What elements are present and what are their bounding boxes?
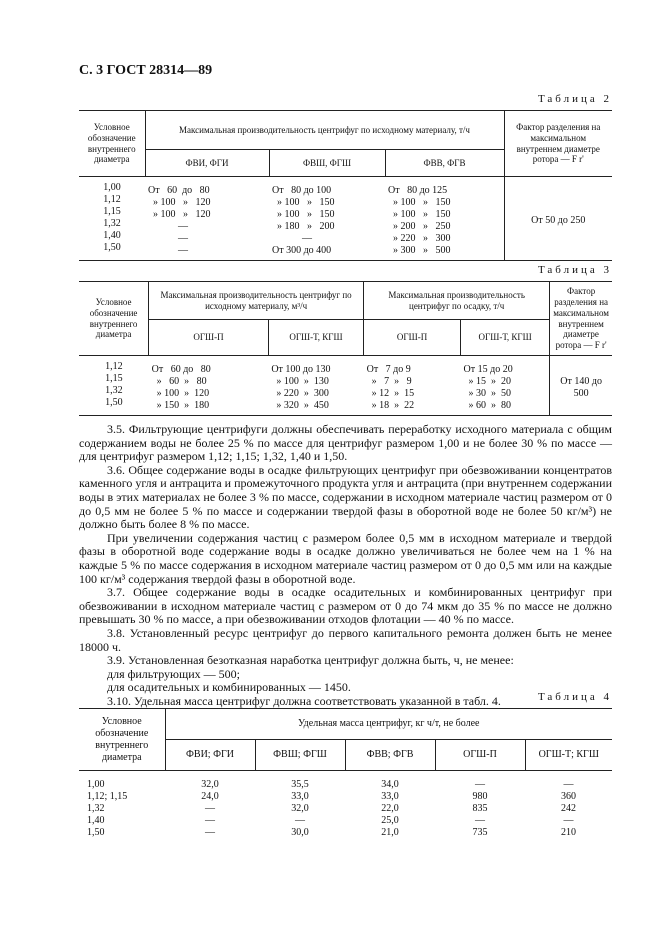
t2-col-capacity: Максимальная производительность центрифуг по исходному материалу, т/ч: [145, 111, 504, 150]
para-3-9-b: для осадительных и комбинированных — 1450.: [107, 680, 351, 695]
t2-fvsh-col: От 80 до 100 » 100 » 150 » 100 » 150 » 180 » 200 — От 300 до 400: [272, 185, 335, 256]
t3-sub-1: ОГШ-П: [149, 320, 269, 356]
t2-factor-value: От 50 до 250: [504, 177, 612, 261]
t3-col-designation: Условное обозначение внутреннего диаметра: [79, 282, 149, 356]
t2-fvi-col: От 60 до 80 » 100 » 120 » 100 » 120 — — —: [148, 185, 211, 256]
t4-sub-4: ОГШ-П: [435, 740, 525, 771]
t2-col-factor: Фактор разделения на максимальном внутреннем диаметре ротора — F r': [504, 111, 612, 177]
para-3-6: 3.6. Общее содержание воды в осадке фильтрующих центрифуг при обезвоживании концентратов каменного угля и антрацита и промежуточного продукта угля и антрацита (при внутреннем содержании воды в этих материалах не более 3 % по массе, содержании в исходном материале частиц размером от 0 до 0,5 мм не более 5 % по массе и содержании твердой фазы в оборотной воде не более 50 кг/м³) не должно быть более 8 % по массе.: [79, 462, 612, 532]
table-3: [79, 281, 612, 416]
t4-sub-5: ОГШ-Т; КГШ: [525, 740, 612, 771]
t3-col-cap-initial: Максимальная производительность центрифуг по исходному материалу, м³/ч: [149, 282, 364, 320]
t3-factor-value: От 140 до 500: [550, 356, 612, 416]
table-row: 1,12; 1,15 24,0 33,0 33,0 980 360: [87, 791, 576, 802]
t3-sub-2: ОГШ-Т, КГШ: [268, 320, 363, 356]
t4-col-designation: Условное обозначение внутреннего диаметра: [79, 709, 165, 771]
t2-fvv-col: От 80 до 125 » 100 » 150 » 100 » 150 » 200 » 250 » 220 » 300 » 300 » 500: [388, 185, 451, 256]
t3-ogsht-sed-col: От 15 до 20 » 15 » 20 » 30 » 50 » 60 » 80: [463, 364, 513, 411]
table-2: [79, 110, 612, 261]
table-4-caption: Таблица 4: [537, 691, 612, 703]
t4-sub-2: ФВШ; ФГШ: [255, 740, 345, 771]
table-3-caption: Таблица 3: [537, 264, 612, 276]
t4-body: [79, 771, 612, 840]
table-4: [79, 708, 612, 839]
table-row: 1,00 32,0 35,5 34,0 — —: [87, 779, 574, 790]
t3-ogshp-cap-col: От 60 до 80 » 60 » 80 » 100 » 120 » 150 » 180: [151, 364, 211, 411]
t4-sub-3: ФВВ; ФГВ: [345, 740, 435, 771]
t2-sub-2: ФВШ, ФГШ: [269, 150, 385, 177]
t3-sub-4: ОГШ-Т, КГШ: [461, 320, 550, 356]
t3-ogsht-cap-col: От 100 до 130 » 100 » 130 » 220 » 300 » 320 » 450: [271, 364, 331, 411]
table-row: 1,40 — — 25,0 — —: [87, 815, 574, 826]
para-3-7: 3.7. Общее содержание воды в осадке осадительных и комбинированных центрифуг при обезвоживании в исходном материале частиц с размером от 0 до 74 мкм до 35 % по массе не должно превышать 30 % по массе, а при обезвоживании отходов флотации — 40 % по массе.: [79, 585, 612, 627]
body-text: [79, 423, 612, 708]
page-header: С. 3 ГОСТ 28314—89: [79, 63, 213, 78]
t2-col-designation: Условное обозначение внутреннего диаметра: [79, 111, 145, 177]
table-row: 1,50 — 30,0 21,0 735 210: [87, 827, 576, 838]
t3-col-cap-sediment: Максимальная производительность центрифуг по осадку, т/ч: [364, 282, 550, 320]
para-3-10: 3.10. Удельная масса центрифуг должна соответствовать указанной в табл. 4.: [107, 693, 501, 708]
t3-ogshp-sed-col: От 7 до 9 » 7 » 9 » 12 » 15 » 18 » 22: [366, 364, 415, 411]
para-3-5: 3.5. Фильтрующие центрифуги должны обеспечивать переработку исходного материала с общим содержанием воды не более 25 % по массе для центрифуг размером 1,00 и не более 30 % по массе — для центрифуг размером 1,12; 1,15; 1,32, 1,40 и 1,50.: [79, 422, 612, 464]
table-row: 1,32 — 32,0 22,0 835 242: [87, 803, 576, 814]
t3-diam-col: 1,12 1,15 1,32 1,50: [105, 361, 123, 408]
t4-sub-1: ФВИ; ФГИ: [165, 740, 255, 771]
para-3-8: 3.8. Установленный ресурс центрифуг до первого капитального ремонта должен быть не менее 18000 ч.: [79, 625, 612, 654]
t2-diam-col: 1,00 1,12 1,15 1,32 1,40 1,50: [103, 182, 121, 253]
t3-col-factor: Фактор разделения на максимальном внутреннем диаметре ротора — F r': [550, 282, 612, 356]
t2-sub-3: ФВВ, ФГВ: [385, 150, 504, 177]
para-3-6-b: При увеличении содержания частиц с размером более 0,5 мм в исходном материале и твердой фазы в оборотной воде содержание воды в осадке должно увеличиваться не более чем на 1 % на каждые 5 % по массе содержания в исходном материале частиц размером от 0 до 0,5 мм или на каждые 100 кг/м³ содержания твердой фазы в оборотной воде.: [79, 530, 612, 586]
para-3-9-a: для фильтрующих — 500;: [107, 666, 241, 681]
para-3-9: 3.9. Установленная безотказная наработка центрифуг должна быть, ч, не менее:: [107, 653, 514, 668]
t4-col-mass: Удельная масса центрифуг, кг ч/т, не более: [165, 709, 612, 740]
t3-sub-3: ОГШ-П: [364, 320, 461, 356]
table-2-caption: Таблица 2: [537, 93, 612, 105]
t2-sub-1: ФВИ, ФГИ: [145, 150, 269, 177]
